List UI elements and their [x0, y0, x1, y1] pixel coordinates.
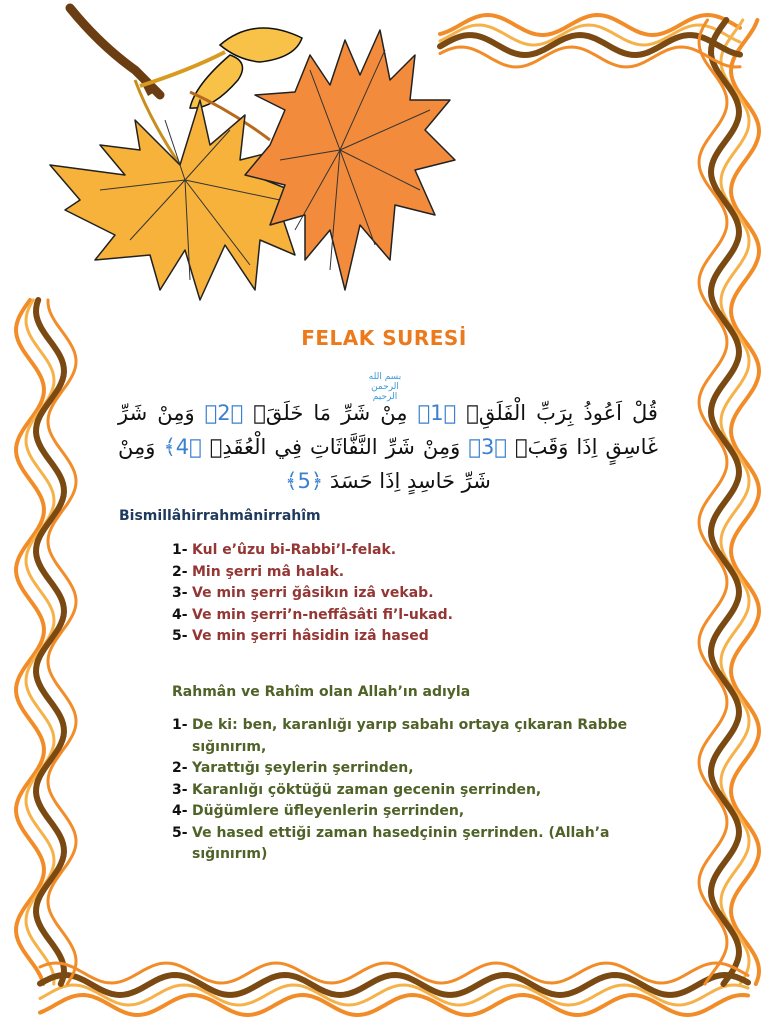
translation-heading: Rahmân ve Rahîm olan Allah’ın adıyla: [172, 684, 471, 700]
arabic-verse-4: وَمِنْ شَرِّ النَّفَّاثَاتِ فِي الْعُقَدِۙ ﴿4﴾: [163, 435, 461, 459]
arabic-verse-3: وَمِنْ شَرِّ غَاسِقٍ اِذَا وَقَبَۙ ﴿3﴾: [118, 401, 658, 459]
list-item: 2- Yarattığı şeylerin şerrinden,: [172, 760, 414, 776]
list-item: 4- Ve min şerri’n-neffâsâti fi’l-ukad.: [172, 606, 453, 623]
arabic-verses: [118, 396, 658, 498]
orange-maple-leaf: [245, 30, 455, 290]
list-item: 1- De ki: ben, karanlığı yarıp sabahı ortaya çıkaran Rabbe sığınırım,: [172, 717, 628, 755]
verse-number: ﴿2﴾: [204, 401, 244, 425]
transliteration-heading: Bismillâhirrahmânirrahîm: [119, 508, 321, 524]
bottom-wave-line: [40, 995, 748, 1015]
translation-list: [172, 715, 652, 866]
yellow-maple-leaf: [50, 100, 315, 300]
list-item: 3- Ve min şerri ğâsikın izâ vekab.: [172, 585, 434, 601]
verse-number: ﴿1﴾: [417, 401, 457, 425]
list-item: 5- Ve min şerri hâsidin izâ hased: [172, 628, 429, 644]
top-wave-line: [440, 47, 740, 67]
left-wave-line: [16, 300, 44, 984]
arabic-verse-5: وَمِنْ شَرِّ حَاسِدٍ اِذَا حَسَدَ ﴿5﴾: [118, 435, 491, 493]
list-item: 1- Kul e’ûzu bi-Rabbi’l-felak.: [172, 542, 397, 558]
verse-number: ﴿3﴾: [468, 435, 507, 459]
autumn-leaves-illustration: [40, 0, 460, 320]
basmala-calligraphy: بسم الله الرحمن الرحيم: [368, 372, 402, 402]
list-item: 2- Min şerri mâ halak.: [172, 563, 345, 580]
transliteration-list: [172, 540, 652, 648]
verse-number: ﴿4﴾: [163, 435, 202, 459]
verse-number: ﴿5﴾: [285, 469, 324, 493]
arabic-verse-1: قُلْ اَعُوذُ بِرَبِّ الْفَلَقِۙ ﴿1﴾: [417, 401, 658, 425]
list-item: 3- Karanlığı çöktüğü zaman gecenin şerrinden,: [172, 781, 542, 798]
arabic-verse-2: مِنْ شَرِّ مَا خَلَقَۙ ﴿2﴾: [204, 401, 408, 425]
list-item: 5- Ve hased ettiği zaman hasedçinin şerrinden. (Allah’a sığınırım): [172, 824, 610, 862]
list-item: 4- Düğümlere üfleyenlerin şerrinden,: [172, 803, 465, 819]
page-title: FELAK SURESİ: [301, 326, 467, 350]
